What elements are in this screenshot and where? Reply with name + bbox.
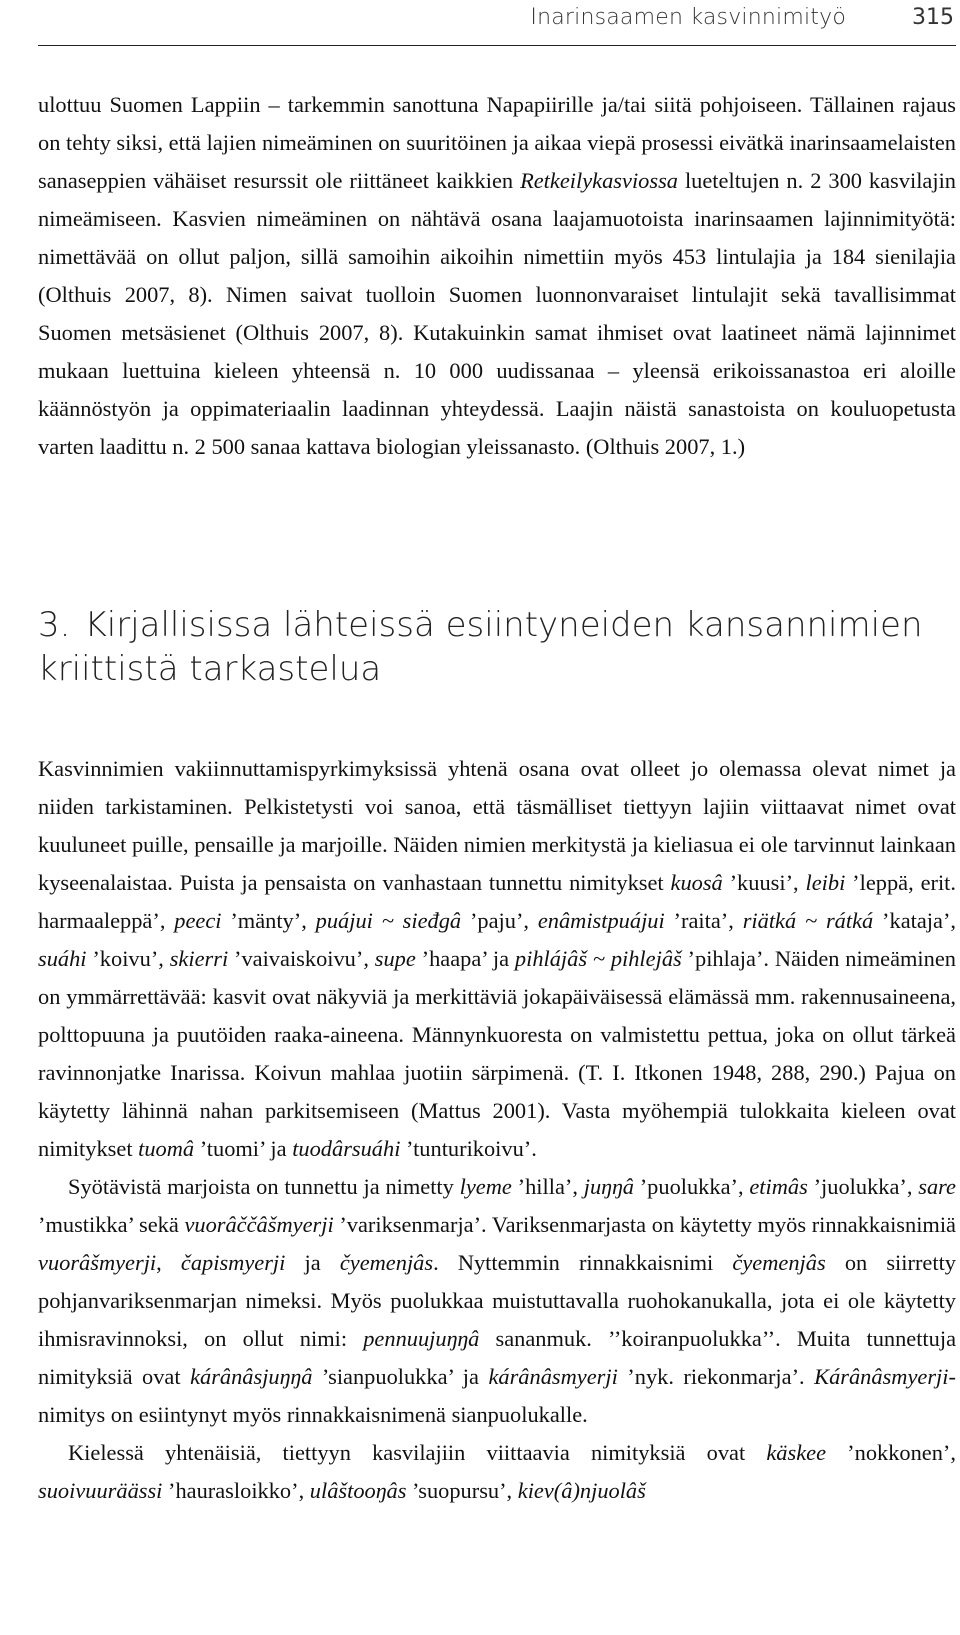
section-body (38, 750, 956, 1510)
paragraph-1: Kasvinnimien vakiinnuttamispyrkimyksissä yhtenä osana ovat olleet jo olemassa olevat nimet ja niiden tarkistaminen. Pelkistetysti voi sanoa, että täsmälliset tiettyyn lajiin viittaavat nimet ovat kuuluneet puille, pensaille ja marjoille. Näiden nimien merkitystä ja kieliasua ei ole tarvinnut lainkaan kyseenalaistaa. Puista ja pensaista on vanhastaan tunnettu nimitykset kuosâ ’kuusi’, leibi ’leppä, erit. harmaaleppä’, peeci ’mänty’, puájui ~ sieđgâ ’paju’, enâmistpuájui ’raita’, riätká ~ rátká ’kataja’, suáhi ’koivu’, skierri ’vaivaiskoivu’, supe ’haapa’ ja pihlájâš ~ pihlejâš ’pihlaja’. Näiden nimeäminen on ymmärrettävää: kasvit ovat näkyviä ja merkittäviä jokapäiväisessä elämässä mm. rakennusaineena, polttopuuna ja puutöiden raaka-aineena. Männynkuoresta on valmistettu pettua, joka on ollut tärkeä ravinnonjatke Inarissa. Koivun mahlaa juotiin särpimenä. (T. I. Itkonen 1948, 288, 290.) Pajua on käytetty lähinnä nahan parkitsemiseen (Mattus 2001). Vasta myöhempiä tulokkaita kieleen ovat nimitykset tuomâ ’tuomi’ ja tuodârsuáhi ’tunturikoivu’. (38, 756, 957, 1161)
running-title: Inarinsaamen kasvinnimityö (530, 5, 846, 30)
paragraph-3: Kielessä yhtenäisiä, tiettyyn kasvilajiin viittaavia nimityksiä ovat käskee ’nokkonen’, suoivuuräässi ’haurasloikko’, ulâštooŋâs ’suopursu’, kiev(â)njuolâš (38, 1440, 956, 1503)
intro-paragraph (38, 86, 956, 466)
section-heading (38, 603, 938, 691)
section-title-line2: kriittistä tarkastelua (38, 649, 382, 689)
book-title-italic: Retkeilykasviossa (520, 168, 678, 193)
section-title-line1: Kirjallisissa lähteissä esiintyneiden kansannimien (84, 605, 923, 645)
page-number: 315 (912, 5, 954, 30)
paragraph-2: Syötävistä marjoista on tunnettu ja nimetty lyeme ’hilla’, juŋŋâ ’puolukka’, etimâs ’juolukka’, sare ’mustikka’ sekä vuorâččâšmyerji ’variksenmarja’. Variksenmarjasta on käytetty myös rinnakkaisnimiä vuorâšmyerji, čapismyerji ja čyemenjâs. Nyttemmin rinnakkaisnimi čyemenjâs on siirretty pohjanvariksenmarjan nimeksi. Myös puolukkaa muistuttavalla ruohokanukalla, jota ei ole käytetty ihmisravinnoksi, on ollut nimi: pennuujuŋŋâ sananmuk. ’’koiranpuolukka’’. Muita tunnettuja nimityksiä ovat kárânâsjuŋŋâ ’sianpuolukka’ ja kárânâsmyerji ’nyk. riekonmarja’. Kárânâsmyerji-nimitys on esiintynyt myös rinnakkaisnimenä sianpuolukalle. (38, 1174, 957, 1427)
section-number: 3. (38, 605, 71, 645)
paragraph-text: ulottuu Suomen Lappiin – tarkemmin sanottuna Napapiirille ja/tai siitä pohjoiseen. Tällainen rajaus on tehty siksi, että lajien nimeäminen on suuritöinen ja aikaa viepä prosessi eivätkä inarinsaamelaisten sanaseppien vähäiset resurssit ole riittäneet kaikkien Retkeilykasviossa lueteltujen n. 2 300 kasvilajin nimeämiseen. Kasvien nimeäminen on nähtävä osana laajamuotoista inarinsaamen lajinnimityötä: nimettävää on ollut paljon, sillä samoihin aikoihin nimettiin myös 453 lintulajia ja 184 sienilajia (Olthuis 2007, 8). Nimen saivat tuolloin Suomen luonnonvaraiset lintulajit sekä tavallisimmat Suomen metsäsienet (Olthuis 2007, 8). Kutakuinkin samat ihmiset ovat laatineet nämä lajinnimet mukaan luettuina kieleen yhteensä n. 10 000 uudissanaa – yleensä erikoissanastoa eri aloille käännöstyön ja oppimateriaalin laadinnan yhteydessä. Laajin näistä sanastoista on kouluopetusta varten laadittu n. 2 500 sanaa kattava biologian yleissanasto. (Olthuis 2007, 1.) (38, 92, 956, 459)
running-header (0, 3, 958, 37)
header-rule (38, 45, 956, 46)
